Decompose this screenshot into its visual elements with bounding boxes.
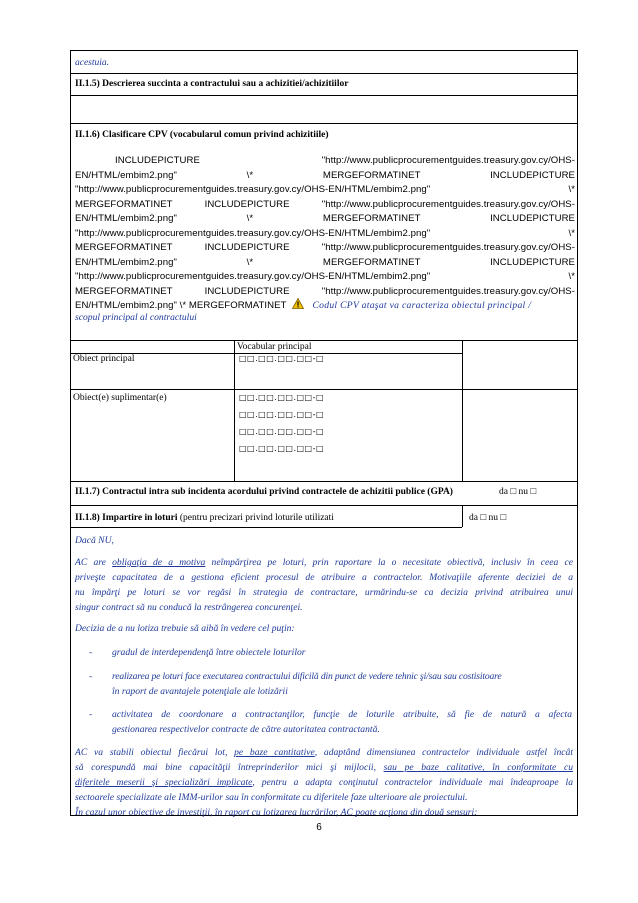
divider — [71, 481, 577, 482]
field-last-line — [75, 295, 575, 314]
cpv-note-line2: scopul principal al contractului — [75, 312, 197, 323]
paragraph-1 — [75, 555, 573, 615]
table-col-divider — [462, 340, 463, 481]
paragraph-4: În cazul unor obiective de investiţii, în raport cu lotizarea lucrărilor, AC poate acţiona din două sensuri: — [75, 807, 478, 818]
field-line-prefix: EN/HTML/embim2.png" \* MERGEFORMATINET — [75, 300, 287, 311]
bullet-text: gradul de interdependenţă între obiectele loturilor — [112, 647, 306, 658]
bullet-item — [89, 645, 569, 660]
field-line: MERGEFORMATINET INCLUDEPICTURE "http://www.publicprocurementguides.treasury.gov.cy/OHS- — [75, 198, 575, 210]
lots-choice[interactable]: da □ nu □ — [469, 513, 507, 523]
field-code-block — [75, 154, 575, 299]
field-line: EN/HTML/embim2.png" \* MERGEFORMATINET INCLUDEPICTURE — [75, 213, 575, 224]
text-run: , pentru a adapta conţinutul contractelor individuale mai îndeaproape la — [252, 777, 573, 788]
table-top-border — [71, 340, 577, 341]
table-row-main-label: Obiect principal — [73, 354, 135, 364]
bullet-dash: - — [89, 647, 93, 658]
divider — [71, 505, 577, 506]
table-row-extra-label: Obiect(e) suplimentar(e) — [73, 393, 167, 403]
para-line — [75, 775, 573, 790]
para-line: sectoarele specializate ale IMM-urilor sau în conformitate cu diferitele faze ulterioare ale proiectului. — [75, 792, 468, 803]
cpv-code-extra: □□.□□.□□.□□-□ — [239, 410, 325, 419]
text-run: neîmpărţirea pe loturi, prin raportare la o necesitate obiectivă, inclusiv în ceea ce — [205, 557, 573, 568]
text-run-underlined: diferitele meserii şi specializări implicate — [75, 777, 253, 788]
bullet-item — [89, 707, 572, 739]
cell-divider — [462, 505, 463, 527]
bullet-line: gestionarea respectivelor contracte de către autoritatea contractantă. — [112, 724, 380, 735]
text-run-underlined: pe baze cantitative — [234, 747, 315, 758]
bullet-text — [112, 669, 572, 699]
divider — [71, 95, 577, 96]
para-line: singur contract să nu conducă la restrângerea concurenţei. — [75, 602, 303, 613]
para-line — [75, 745, 573, 760]
para-line: nu împărţi pe loturi se vor regăsi în strategia de contractare, urmărindu-se ca decizia privind atribuirea unui — [75, 587, 573, 598]
page-number: 6 — [316, 822, 322, 833]
divider — [71, 527, 462, 528]
table-header-vocab: Vocabular principal — [237, 342, 312, 352]
text-run: să corespundă mai bine capacităţii întreprinderilor mici şi mijlocii, — [75, 762, 384, 773]
para-line — [75, 555, 573, 570]
divider — [71, 123, 577, 124]
warning-icon — [292, 298, 304, 309]
text-run: AC va stabili obiectul fiecărui lot, — [75, 747, 235, 758]
cpv-code-extra: □□.□□.□□.□□-□ — [239, 393, 325, 402]
bullet-text — [112, 707, 572, 737]
field-line: EN/HTML/embim2.png" \* MERGEFORMATINET INCLUDEPICTURE — [75, 256, 575, 268]
bullet-dash: - — [89, 671, 93, 682]
bullet-dash: - — [89, 709, 93, 720]
field-line: MERGEFORMATINET INCLUDEPICTURE "http://www.publicprocurementguides.treasury.gov.cy/OHS- — [75, 285, 575, 297]
paragraph-2: Decizia de a nu lotiza trebuie să aibă în vedere cel puţin: — [75, 623, 295, 634]
text-run: , adaptând dimensiunea contractelor individuale astfel încât — [314, 747, 573, 758]
section-8-title-bold: II.1.8) Impartire in loturi — [75, 513, 178, 523]
field-line: "http://www.publicprocurementguides.treasury.gov.cy/OHS-EN/HTML/embim2.png" \* — [75, 227, 575, 239]
field-line: "http://www.publicprocurementguides.treasury.gov.cy/OHS-EN/HTML/embim2.png" \* — [75, 184, 575, 195]
field-line: "http://www.publicprocurementguides.treasury.gov.cy/OHS-EN/HTML/embim2.png" \* — [75, 271, 575, 282]
field-line: EN/HTML/embim2.png" \* MERGEFORMATINET INCLUDEPICTURE — [75, 169, 575, 181]
field-line: INCLUDEPICTURE "http://www.publicprocurementguides.treasury.gov.cy/OHS- — [115, 155, 575, 166]
text-run-underlined: sau pe baze calitative, în conformitate cu — [383, 762, 574, 773]
bullet-line: activitatea de coordonare a contractanţilor, funcţie de loturile atribuite, să fie de natură a afecta — [112, 709, 572, 720]
document-frame — [70, 50, 578, 816]
text-run: AC are — [75, 557, 113, 568]
section-8-title-rest: (pentru precizari privind loturile utilizati — [177, 513, 334, 523]
para-line: priveşte capacitatea de a gestiona eficient procesul de atribuire a contractelor. Motivaţiile aferente deciziei de a — [75, 572, 573, 583]
divider — [71, 73, 577, 74]
gpa-choice[interactable]: da □ nu □ — [499, 487, 537, 497]
table-col-divider — [234, 340, 235, 481]
top-fragment: acestuia. — [75, 58, 110, 68]
section-6-title: II.1.6) Clasificare CPV (vocabularul comun privind achizitiile) — [75, 130, 329, 140]
cpv-code-main: □□.□□.□□.□□-□ — [239, 354, 325, 363]
section-7-title: II.1.7) Contractul intra sub incidenta acordului privind contractele de achizitii publice (GPA) — [75, 487, 453, 497]
text-run-underlined: obligaţia de a motiva — [112, 557, 206, 568]
bullet-item — [89, 669, 569, 701]
paragraph-3 — [75, 745, 573, 805]
cpv-code-extra: □□.□□.□□.□□-□ — [239, 427, 325, 436]
bullet-line: în raport de avantajele potenţiale ale lotizării — [112, 686, 288, 697]
cpv-note-line1: Codul CPV ataşat va caracteriza obiectul principal / — [312, 300, 532, 311]
section-8-title — [75, 512, 334, 524]
daca-nu-text: Dacă NU, — [75, 535, 114, 546]
cpv-code-extra: □□.□□.□□.□□-□ — [239, 444, 325, 453]
table-row-divider — [71, 389, 577, 390]
section-5-title: II.1.5) Descrierea succinta a contractului sau a achizitiei/achizitiilor — [75, 79, 349, 89]
field-line: MERGEFORMATINET INCLUDEPICTURE "http://www.publicprocurementguides.treasury.gov.cy/OHS- — [75, 242, 575, 253]
para-line — [75, 760, 573, 775]
bullet-line: realizarea pe loturi face executarea contractului dificilă din punct de vedere tehnic şi/sau sau costisitoare — [112, 671, 502, 682]
